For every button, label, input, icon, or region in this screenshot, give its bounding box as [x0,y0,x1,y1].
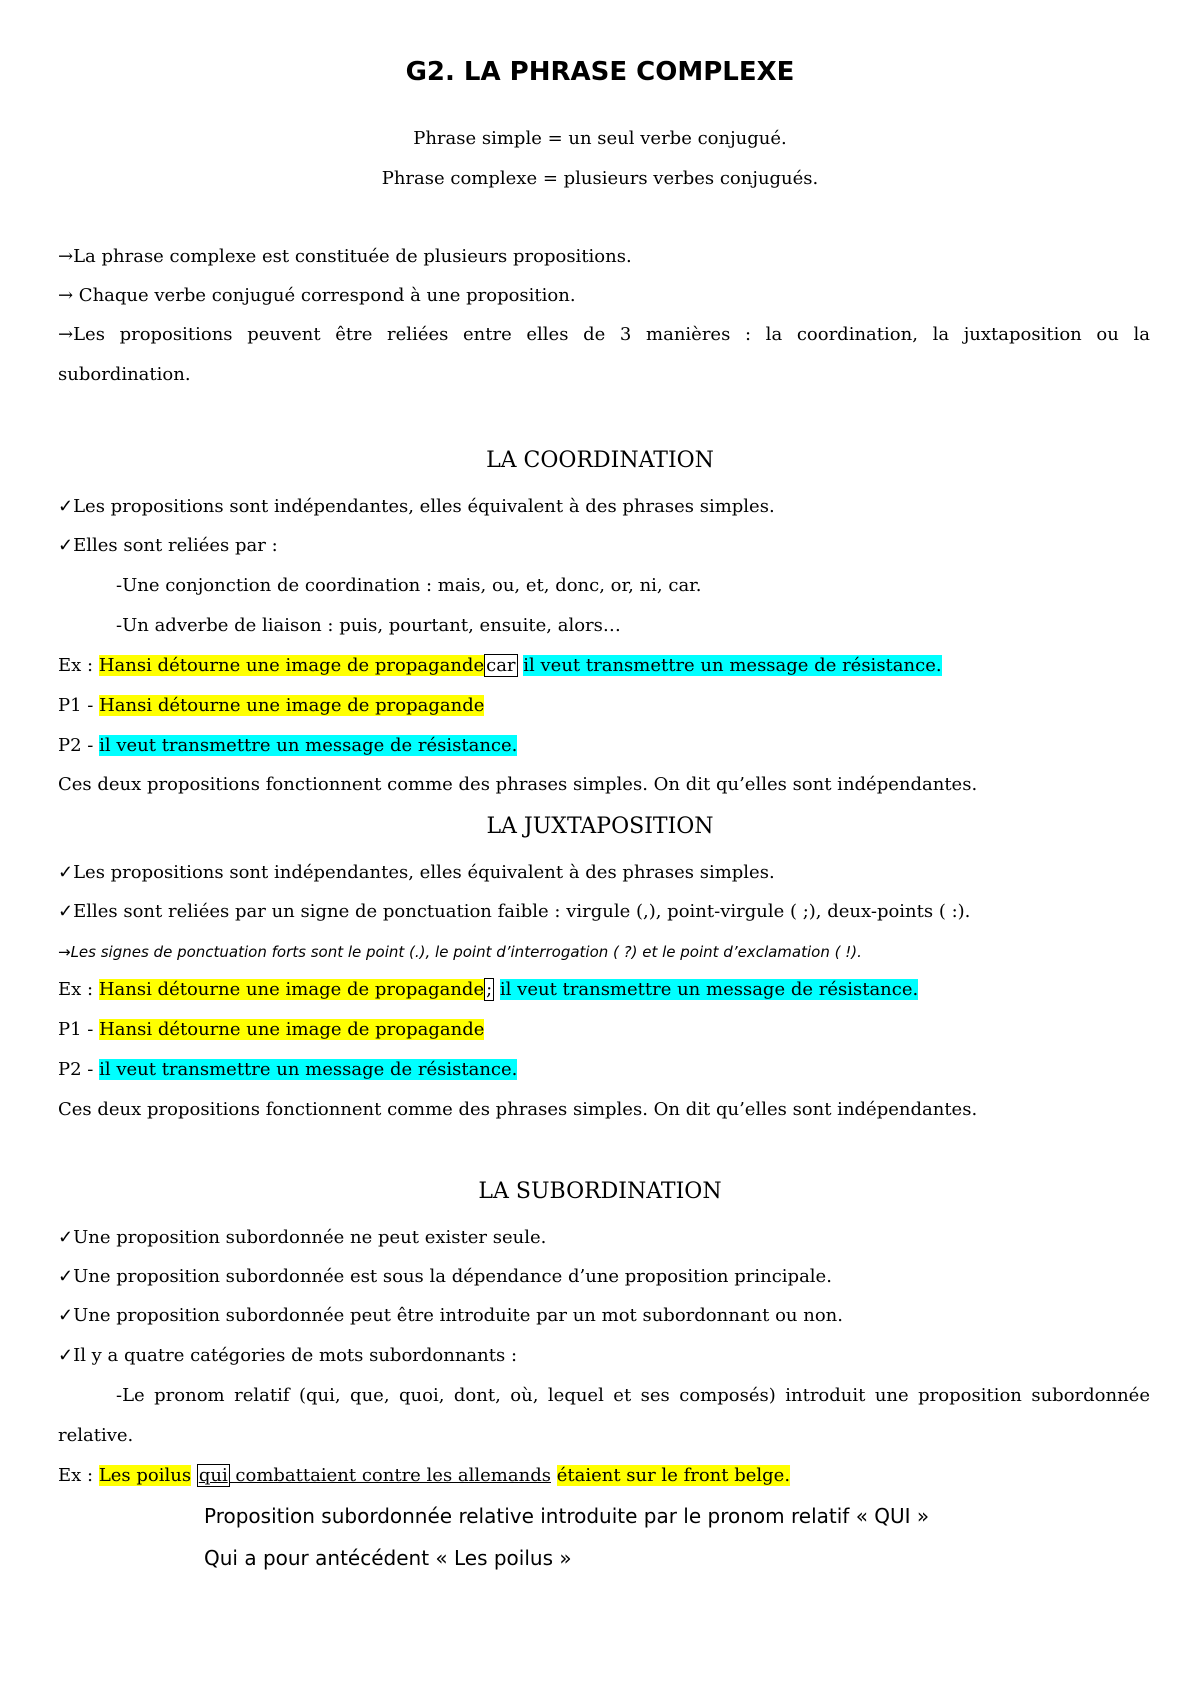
underlined-subordinate-clause: combattaient contre les allemands [229,1465,551,1486]
coordination-item-2: -Un adverbe de liaison : puis, pourtant, ensuite, alors… [116,615,621,636]
highlight-proposition-1: Hansi détourne une image de propagande [98,655,485,676]
subordination-item-1-line-2: relative. [58,1425,134,1446]
boxed-punctuation: ; [486,979,493,1000]
juxtaposition-example [58,978,1150,1002]
juxtaposition-rule-2: ✓Elles sont reliées par un signe de ponctuation faible : virgule (,), point-virgule ( ;), deux-points ( :). [58,901,971,922]
highlight-proposition-2: il veut transmettre un message de résistance. [523,655,942,676]
subordination-item-1-line-1: -Le pronom relatif (qui, que, quoi, dont, où, lequel et ses composés) introduit une proposition subordonnée [116,1385,1150,1406]
page-title: G2. LA PHRASE COMPLEXE [405,57,795,87]
point-3-line-1: →Les propositions peuvent être reliées entre elles de 3 manières : la coordination, la juxtaposition ou la [58,324,1150,345]
point-1: →La phrase complexe est constituée de plusieurs propositions. [58,246,632,267]
highlight-main-clause-start: Les poilus [98,1465,192,1486]
boxed-relative-pronoun: qui [198,1465,228,1486]
juxtaposition-conclusion: Ces deux propositions fonctionnent comme des phrases simples. On dit qu’elles sont indépendantes. [58,1099,978,1120]
section-heading-coordination: LA COORDINATION [486,448,714,473]
highlight-proposition-2: il veut transmettre un message de résistance. [99,1059,518,1080]
coordination-rule-1: ✓Les propositions sont indépendantes, elles équivalent à des phrases simples. [58,496,775,517]
highlight-proposition-2: il veut transmettre un message de résistance. [99,735,518,756]
subordination-rule-2: ✓Une proposition subordonnée est sous la dépendance d’une proposition principale. [58,1266,832,1287]
p1-label: P1 - [58,695,100,716]
example-label: Ex : [58,1465,99,1486]
p2-label: P2 - [58,1059,100,1080]
intro-simple: Phrase simple = un seul verbe conjugué. [413,128,787,149]
subordination-explanation-1: Proposition subordonnée relative introduite par le pronom relatif « QUI » [204,1504,930,1528]
subordination-rule-3: ✓Une proposition subordonnée peut être introduite par un mot subordonnant ou non. [58,1305,843,1326]
highlight-main-clause-end: étaient sur le front belge. [556,1465,791,1486]
highlight-proposition-1: Hansi détourne une image de propagande [99,695,485,716]
boxed-conjunction: car [486,655,516,676]
subordination-rule-4: ✓Il y a quatre catégories de mots subordonnants : [58,1345,518,1366]
p2-label: P2 - [58,735,100,756]
point-3-line-2: subordination. [58,364,191,385]
section-heading-juxtaposition: LA JUXTAPOSITION [486,814,714,839]
example-label: Ex : [58,979,99,1000]
juxtaposition-rule-1: ✓Les propositions sont indépendantes, elles équivalent à des phrases simples. [58,862,775,883]
section-heading-subordination: LA SUBORDINATION [478,1179,722,1204]
coordination-example [58,654,1150,678]
highlight-proposition-1: Hansi détourne une image de propagande [98,979,485,1000]
p1-label: P1 - [58,1019,100,1040]
intro-complex: Phrase complexe = plusieurs verbes conjugués. [381,168,819,189]
coordination-conclusion: Ces deux propositions fonctionnent comme des phrases simples. On dit qu’elles sont indépendantes. [58,774,978,795]
subordination-rule-1: ✓Une proposition subordonnée ne peut exister seule. [58,1227,547,1248]
subordination-explanation-2: Qui a pour antécédent « Les poilus » [204,1546,572,1570]
point-2: → Chaque verbe conjugué correspond à une proposition. [58,285,576,306]
highlight-proposition-2: il veut transmettre un message de résistance. [499,979,919,1000]
example-label: Ex : [58,655,99,676]
subordination-example [58,1464,1150,1488]
highlight-proposition-1: Hansi détourne une image de propagande [99,1019,485,1040]
coordination-rule-2: ✓Elles sont reliées par : [58,535,278,556]
juxtaposition-note: →Les signes de ponctuation forts sont le point (.), le point d’interrogation ( ?) et le point d’exclamation ( !). [58,943,862,961]
coordination-p2 [58,734,1150,758]
juxtaposition-p1 [58,1018,1150,1042]
coordination-item-1: -Une conjonction de coordination : mais, ou, et, donc, or, ni, car. [116,575,702,596]
juxtaposition-p2 [58,1058,1150,1082]
coordination-p1 [58,694,1150,718]
